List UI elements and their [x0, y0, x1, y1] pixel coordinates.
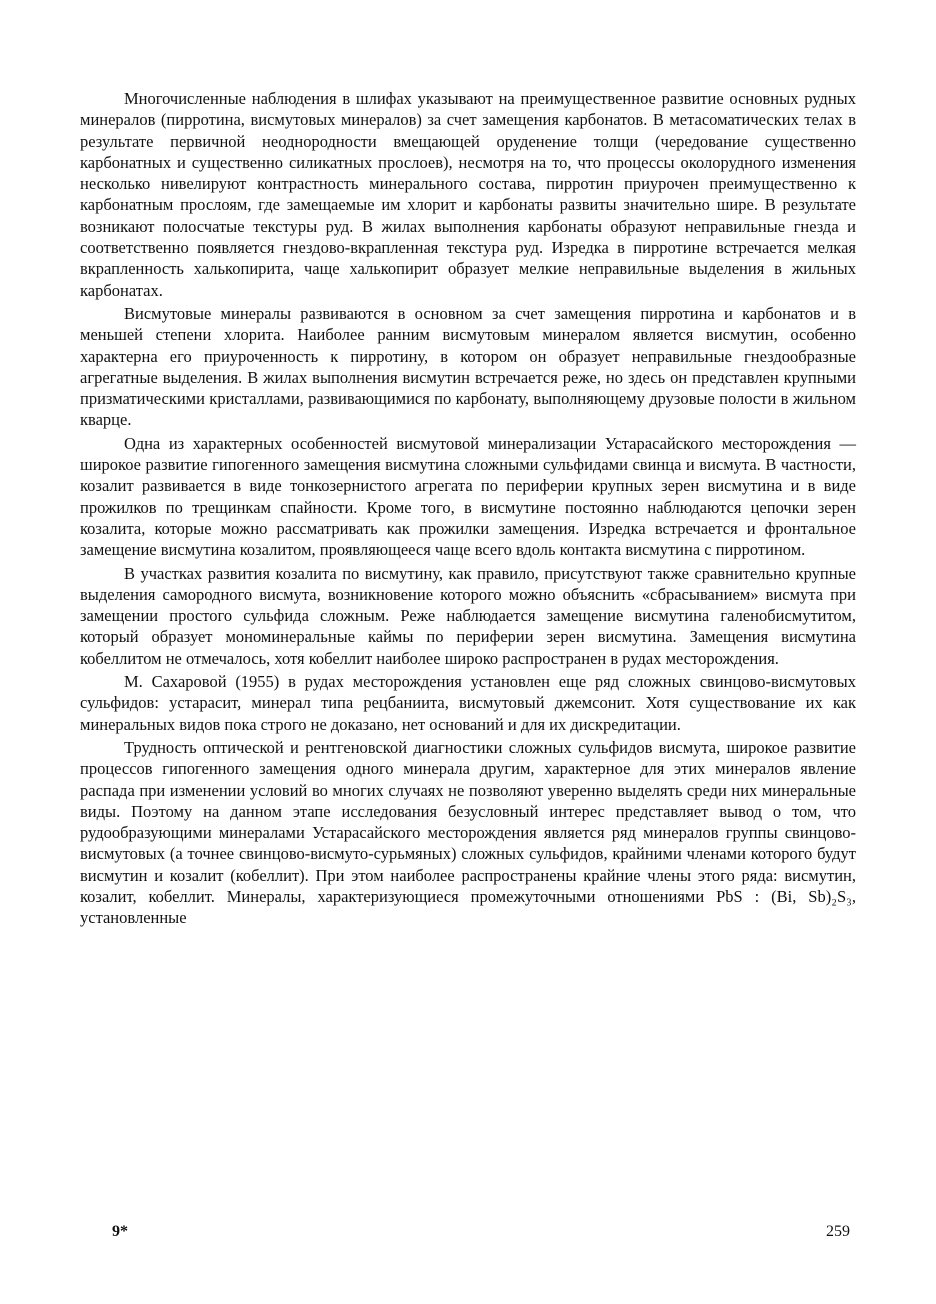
paragraph-5: М. Сахаровой (1955) в рудах месторождения установлен еще ряд сложных свинцово-висмутовых сульфидов: устарасит, минерал типа рецбаниита, висмутовый джемсонит. Хотя существование их как минеральных видов пока строго не доказано, нет оснований и для их дискредитации. [80, 672, 856, 734]
paragraph-6: Трудность оптической и рентгеновской диагностики сложных сульфидов висмута, широкое развитие процессов гипогенного замещения одного минерала другим, характерное для этих минералов явление распада при изменении условий во многих случаях не позволяют уверенно выделять среди них минеральные виды. Поэтому на данном этапе исследования безусловный интерес представляет вывод о том, что рудообразующими минералами Устарасайского месторождения является ряд минералов группы свинцово-висмутовых (а точнее свинцово-висмуто-сурьмяных) сложных сульфидов, крайними членами которого будут висмутин и козалит (кобеллит). При этом наиболее распространены крайние члены этого ряда: висмутин, козалит, кобеллит. Минералы, характеризующиеся промежуточными отношениями PbS : (Bi, Sb)₂S₃, установленные [80, 737, 856, 928]
page-body [80, 88, 856, 929]
paragraph-1: Многочисленные наблюдения в шлифах указывают на преимущественное развитие основных рудных минералов (пирротина, висмутовых минералов) за счет замещения карбонатов. В метасоматических телах в результате первичной неоднородности вмещающей оруденение толщи (чередование существенно карбонатных и существенно силикатных прослоев), несмотря на то, что процессы околорудного изменения несколько нивелируют контрастность минерального состава, пирротин приурочен преимущественно к карбонатным прослоям, где замещаемые им хлорит и карбонаты развиты значительно шире. В результате возникают полосчатые текстуры руд. В жилах выполнения карбонаты образуют неправильные гнезда и соответственно появляется гнездово-вкрапленная текстура руд. Изредка в пирротине встречается мелкая вкрапленность халькопирита, чаще халькопирит образует мелкие неправильные выделения в жильных карбонатах. [80, 89, 856, 300]
signature-mark: 9* [112, 1223, 128, 1240]
paragraph-4: В участках развития козалита по висмутину, как правило, присутствуют также сравнительно крупные выделения самородного висмута, возникновение которого можно объяснить «сбрасыванием» висмута при замещении простого сульфида сложным. Реже наблюдается замещение висмутина галенобисмутитом, который образует мономинеральные каймы по периферии зерен висмутина. Замещения висмутина кобеллитом не отмечалось, хотя кобеллит наиболее широко распространен в рудах месторождения. [80, 563, 856, 668]
paragraph-2: Висмутовые минералы развиваются в основном за счет замещения пирротина и карбонатов и в меньшей степени хлорита. Наиболее ранним висмутовым минералом является висмутин, особенно характерна его приуроченность к пирротину, в котором он образует неправильные гнездообразные агрегатные выделения. В жилах выполнения висмутин встречается реже, но здесь он представлен крупными призматическими кристаллами, развивающимися по карбонату, выполняющему друзовые полости в жильном кварце. [80, 303, 856, 430]
paragraph-3: Одна из характерных особенностей висмутовой минерализации Устарасайского месторождения — широкое развитие гипогенного замещения висмутина сложными сульфидами свинца и висмута. В частности, козалит развивается в виде тонкозернистого агрегата по периферии крупных зерен висмутина и в виде прожилков по трещинкам спайности. Кроме того, в висмутине постоянно наблюдаются цепочки зерен козалита, которые можно рассматривать как прожилки замещения. Изредка встречается и фронтальное замещение висмутина козалитом, проявляющееся чаще всего вдоль контакта висмутина с пирротином. [80, 433, 856, 560]
page-number: 259 [826, 1223, 850, 1240]
page-footer [112, 1223, 850, 1245]
